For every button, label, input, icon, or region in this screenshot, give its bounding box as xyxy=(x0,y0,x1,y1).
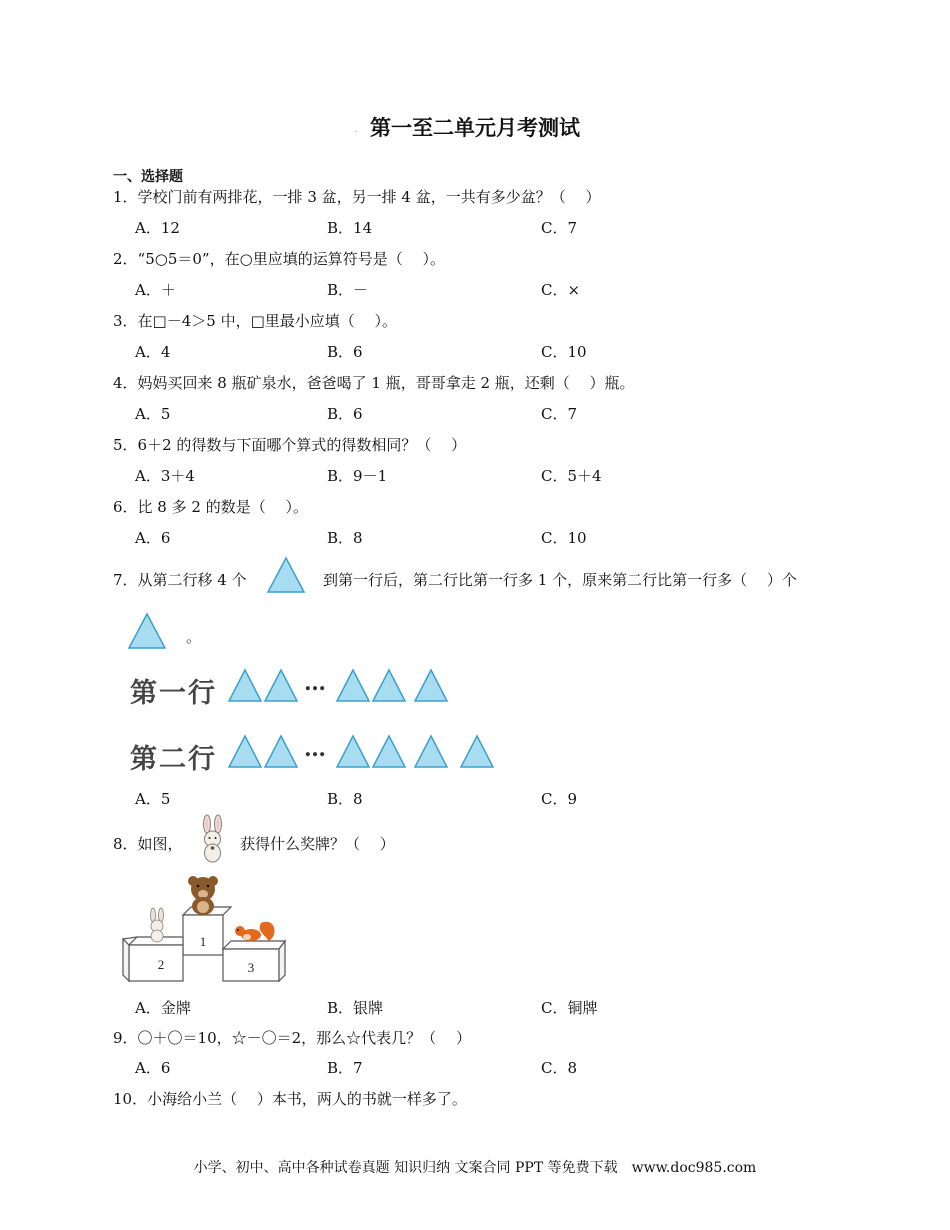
row-2-label: 第二行 xyxy=(130,744,217,775)
question-9: 9．〇＋〇＝10，☆－〇＝2，那么☆代表几？（ ） xyxy=(113,1029,471,1047)
podium-label-2: 2 xyxy=(157,957,165,972)
q2-option-b[interactable]: B．－ xyxy=(327,281,369,299)
rabbit-icon xyxy=(151,908,164,942)
question-6: 6．比 8 多 2 的数是（ ）。 xyxy=(113,498,308,516)
q7-option-a[interactable]: A．5 xyxy=(135,790,171,808)
q7-option-c[interactable]: C．9 xyxy=(541,790,578,808)
podium-label-3: 3 xyxy=(247,960,255,975)
q5-option-c[interactable]: C．5＋4 xyxy=(541,467,602,485)
question-3: 3．在□－4＞5 中，□里最小应填（ ）。 xyxy=(113,312,398,330)
squirrel-icon xyxy=(235,922,275,941)
q8-option-a[interactable]: A．金牌 xyxy=(135,999,191,1017)
q4-option-c[interactable]: C．7 xyxy=(541,405,578,423)
decorative-dot: . xyxy=(355,125,358,134)
triangle-icon xyxy=(127,611,167,651)
row-2-ellipsis: … xyxy=(304,736,326,762)
podium-label-1: 1 xyxy=(199,934,207,949)
row-1-ellipsis: … xyxy=(304,670,326,696)
q2-option-c[interactable]: C．× xyxy=(541,281,581,299)
q6-option-c[interactable]: C．10 xyxy=(541,529,587,547)
page-title: 第一至二单元月考测试 xyxy=(370,116,580,140)
q8-option-b[interactable]: B．银牌 xyxy=(327,999,384,1017)
q1-option-b[interactable]: B．14 xyxy=(327,219,373,237)
row-2-triangles xyxy=(228,734,498,770)
q8-option-c[interactable]: C．铜牌 xyxy=(541,999,598,1017)
q9-option-c[interactable]: C．8 xyxy=(541,1059,578,1077)
q6-option-a[interactable]: A．6 xyxy=(135,529,171,547)
q2-option-a[interactable]: A．＋ xyxy=(135,281,176,299)
question-10: 10．小海给小兰（ ）本书，两人的书就一样多了。 xyxy=(113,1090,467,1108)
q4-option-a[interactable]: A．5 xyxy=(135,405,171,423)
question-7-part3: 。 xyxy=(186,628,202,646)
question-2: 2．“5○5＝0”，在○里应填的运算符号是（ ）。 xyxy=(113,250,445,268)
q1-option-c[interactable]: C．7 xyxy=(541,219,578,237)
triangle-icon xyxy=(266,555,306,595)
question-7-part2: 到第一行后，第二行比第一行多 1 个，原来第二行比第一行多（ ）个 xyxy=(323,571,797,589)
q3-option-a[interactable]: A．4 xyxy=(135,343,171,361)
q5-option-a[interactable]: A．3＋4 xyxy=(135,467,195,485)
footer-text: 小学、初中、高中各种试卷真题 知识归纳 文案合同 PPT 等免费下载 www.doc985.com xyxy=(193,1160,757,1176)
q5-option-b[interactable]: B．9－1 xyxy=(327,467,388,485)
question-8-part1: 8．如图， xyxy=(113,835,183,853)
question-1: 1．学校门前有两排花，一排 3 盆，另一排 4 盆，一共有多少盆？（ ） xyxy=(113,188,601,206)
q6-option-b[interactable]: B．8 xyxy=(327,529,363,547)
podium-illustration xyxy=(123,873,283,985)
q1-option-a[interactable]: A．12 xyxy=(135,219,180,237)
row-1-label: 第一行 xyxy=(130,678,217,709)
section-title: 一、选择题 xyxy=(113,169,183,185)
q4-option-b[interactable]: B．6 xyxy=(327,405,363,423)
q3-option-b[interactable]: B．6 xyxy=(327,343,363,361)
q7-option-b[interactable]: B．8 xyxy=(327,790,363,808)
question-5: 5．6＋2 的得数与下面哪个算式的得数相同？（ ） xyxy=(113,436,467,454)
q9-option-b[interactable]: B．7 xyxy=(327,1059,363,1077)
question-7-part1: 7．从第二行移 4 个 xyxy=(113,571,247,589)
q3-option-c[interactable]: C．10 xyxy=(541,343,587,361)
rabbit-icon xyxy=(196,815,230,865)
row-1-triangles xyxy=(228,668,458,704)
question-8-part2: 获得什么奖牌？（ ） xyxy=(240,835,395,853)
question-4: 4．妈妈买回来 8 瓶矿泉水，爸爸喝了 1 瓶，哥哥拿走 2 瓶，还剩（ ）瓶。 xyxy=(113,374,635,392)
q9-option-a[interactable]: A．6 xyxy=(135,1059,171,1077)
